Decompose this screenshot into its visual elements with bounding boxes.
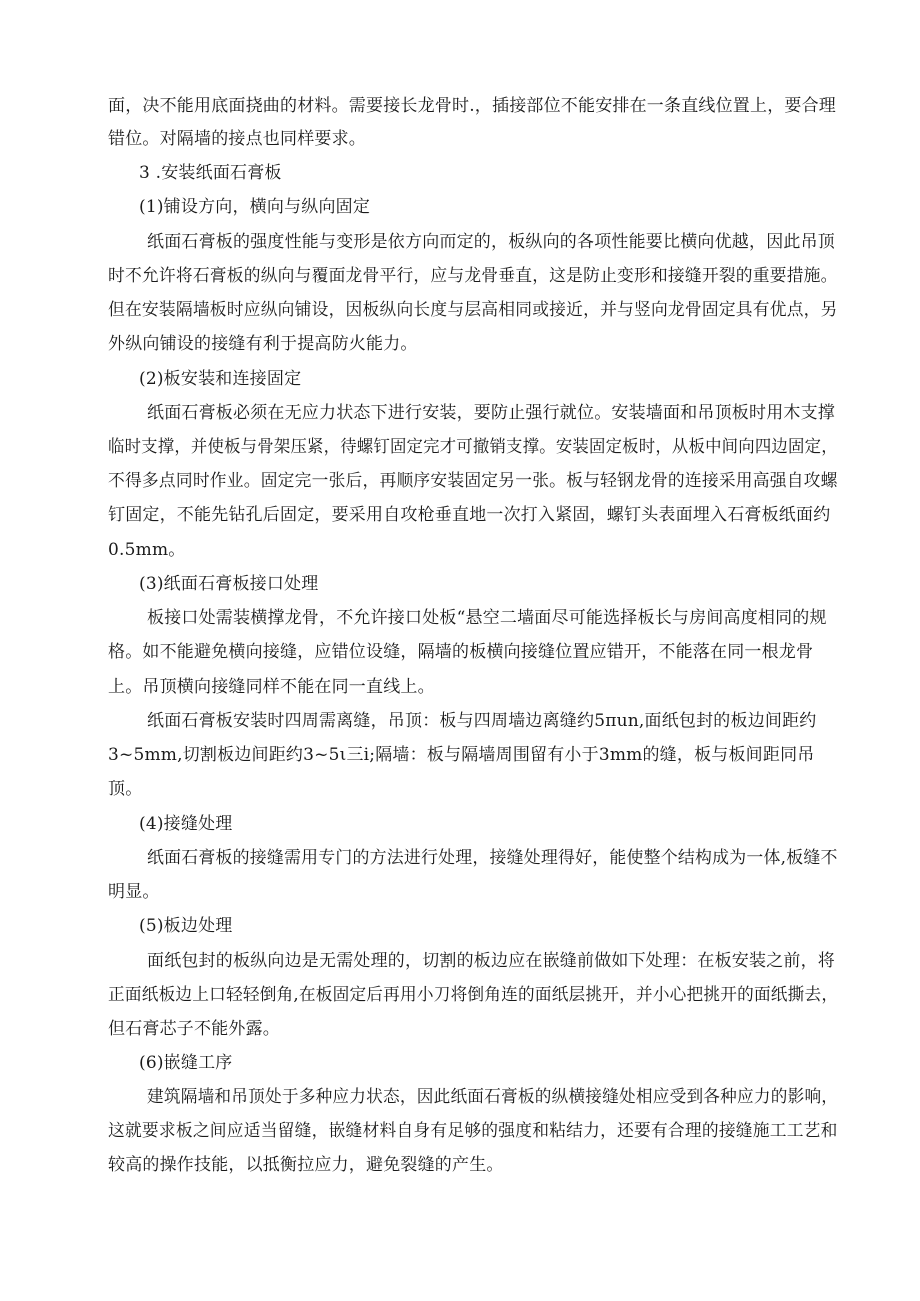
text-line: 但在安装隔墙板时应纵向铺设，因板纵向长度与层高相同或接近，并与竖向龙骨固定具有优点，另: [108, 300, 838, 320]
subsection-heading: (1)铺设方向，横向与纵向固定: [139, 197, 371, 217]
subsection-heading: (3)纸面石膏板接口处理: [139, 574, 319, 594]
subsection-heading: (6)嵌缝工序: [139, 1053, 233, 1073]
text-line: 临时支撑，并使板与骨架压紧，待螺钉固定完才可撤销支撑。安装固定板时，从板中间向四边固定，: [108, 437, 838, 457]
text-line: 顶。: [108, 779, 143, 799]
text-line: 钉固定，不能先钻孔后固定，要采用自攻枪垂直地一次打入紧固，螺钉头表面埋入石膏板纸面约: [108, 505, 831, 525]
text-line: 上。吊顶横向接缝同样不能在同一直线上。: [108, 677, 435, 697]
text-line: 纸面石膏板安装时四周需离缝，吊顶：板与四周墙边离缝约5πun,面纸包封的板边间距约: [147, 711, 817, 731]
text-line: 错位。对隔墙的接点也同样要求。: [108, 129, 366, 149]
subsection-heading: (4)接缝处理: [139, 814, 233, 834]
text-line: 格。如不能避免横向接缝，应错位设缝，隔墙的板横向接缝位置应错开，不能落在同一根龙骨: [108, 642, 814, 662]
text-line: 面纸包封的板纵向边是无需处理的，切割的板边应在嵌缝前做如下处理：在板安装之前，将: [147, 951, 835, 971]
text-line: 面，决不能用底面挠曲的材料。需要接长龙骨时.，插接部位不能安排在一条直线位置上，要合理: [108, 96, 837, 116]
text-line: 纸面石膏板的强度性能与变形是依方向而定的，板纵向的各项性能要比横向优越，因此吊顶: [147, 232, 835, 252]
text-line: 这就要求板之间应适当留缝，嵌缝材料自身有足够的强度和粘结力，还要有合理的接缝施工工艺和: [108, 1121, 838, 1141]
text-line: 板接口处需装横撑龙骨，不允许接口处板“悬空二墙面尽可能选择板长与房间高度相同的规: [147, 608, 827, 628]
text-line: 纸面石膏板的接缝需用专门的方法进行处理，接缝处理得好，能使整个结构成为一体,板缝不: [147, 848, 838, 868]
text-line: 0.5mm。: [108, 540, 186, 560]
text-line: 但石膏芯子不能外露。: [108, 1019, 280, 1039]
text-line: 3~5mm,切割板边间距约3~5ι三i;隔墙：板与隔墙周围留有小于3mm的缝，板与板间距同吊: [108, 745, 815, 765]
text-line: 时不允许将石膏板的纵向与覆面龙骨平行，应与龙骨垂直，这是防止变形和接缝开裂的重要措施。: [108, 266, 838, 286]
text-line: 较高的操作技能，以抵衡拉应力，避免裂缝的产生。: [108, 1155, 504, 1175]
text-line: 明显。: [108, 882, 160, 902]
text-line: 纸面石膏板必须在无应力状态下进行安装，要防止强行就位。安装墙面和吊顶板时用木支撑: [147, 403, 835, 423]
text-line: 不得多点同时作业。固定完一张后，再顺序安装固定另一张。板与轻钢龙骨的连接采用高强自攻螺: [108, 471, 838, 491]
subsection-heading: (2)板安装和连接固定: [139, 369, 302, 389]
section-heading: 3 .安装纸面石膏板: [139, 163, 282, 183]
subsection-heading: (5)板边处理: [139, 916, 233, 936]
text-line: 外纵向铺设的接缝有利于提高防火能力。: [108, 334, 418, 354]
text-line: 正面纸板边上口轻轻倒角,在板固定后再用小刀将倒角连的面纸层挑开，并小心把挑开的面纸撕去，: [108, 985, 839, 1005]
text-line: 建筑隔墙和吊顶处于多种应力状态，因此纸面石膏板的纵横接缝处相应受到各种应力的影响，: [147, 1087, 839, 1107]
